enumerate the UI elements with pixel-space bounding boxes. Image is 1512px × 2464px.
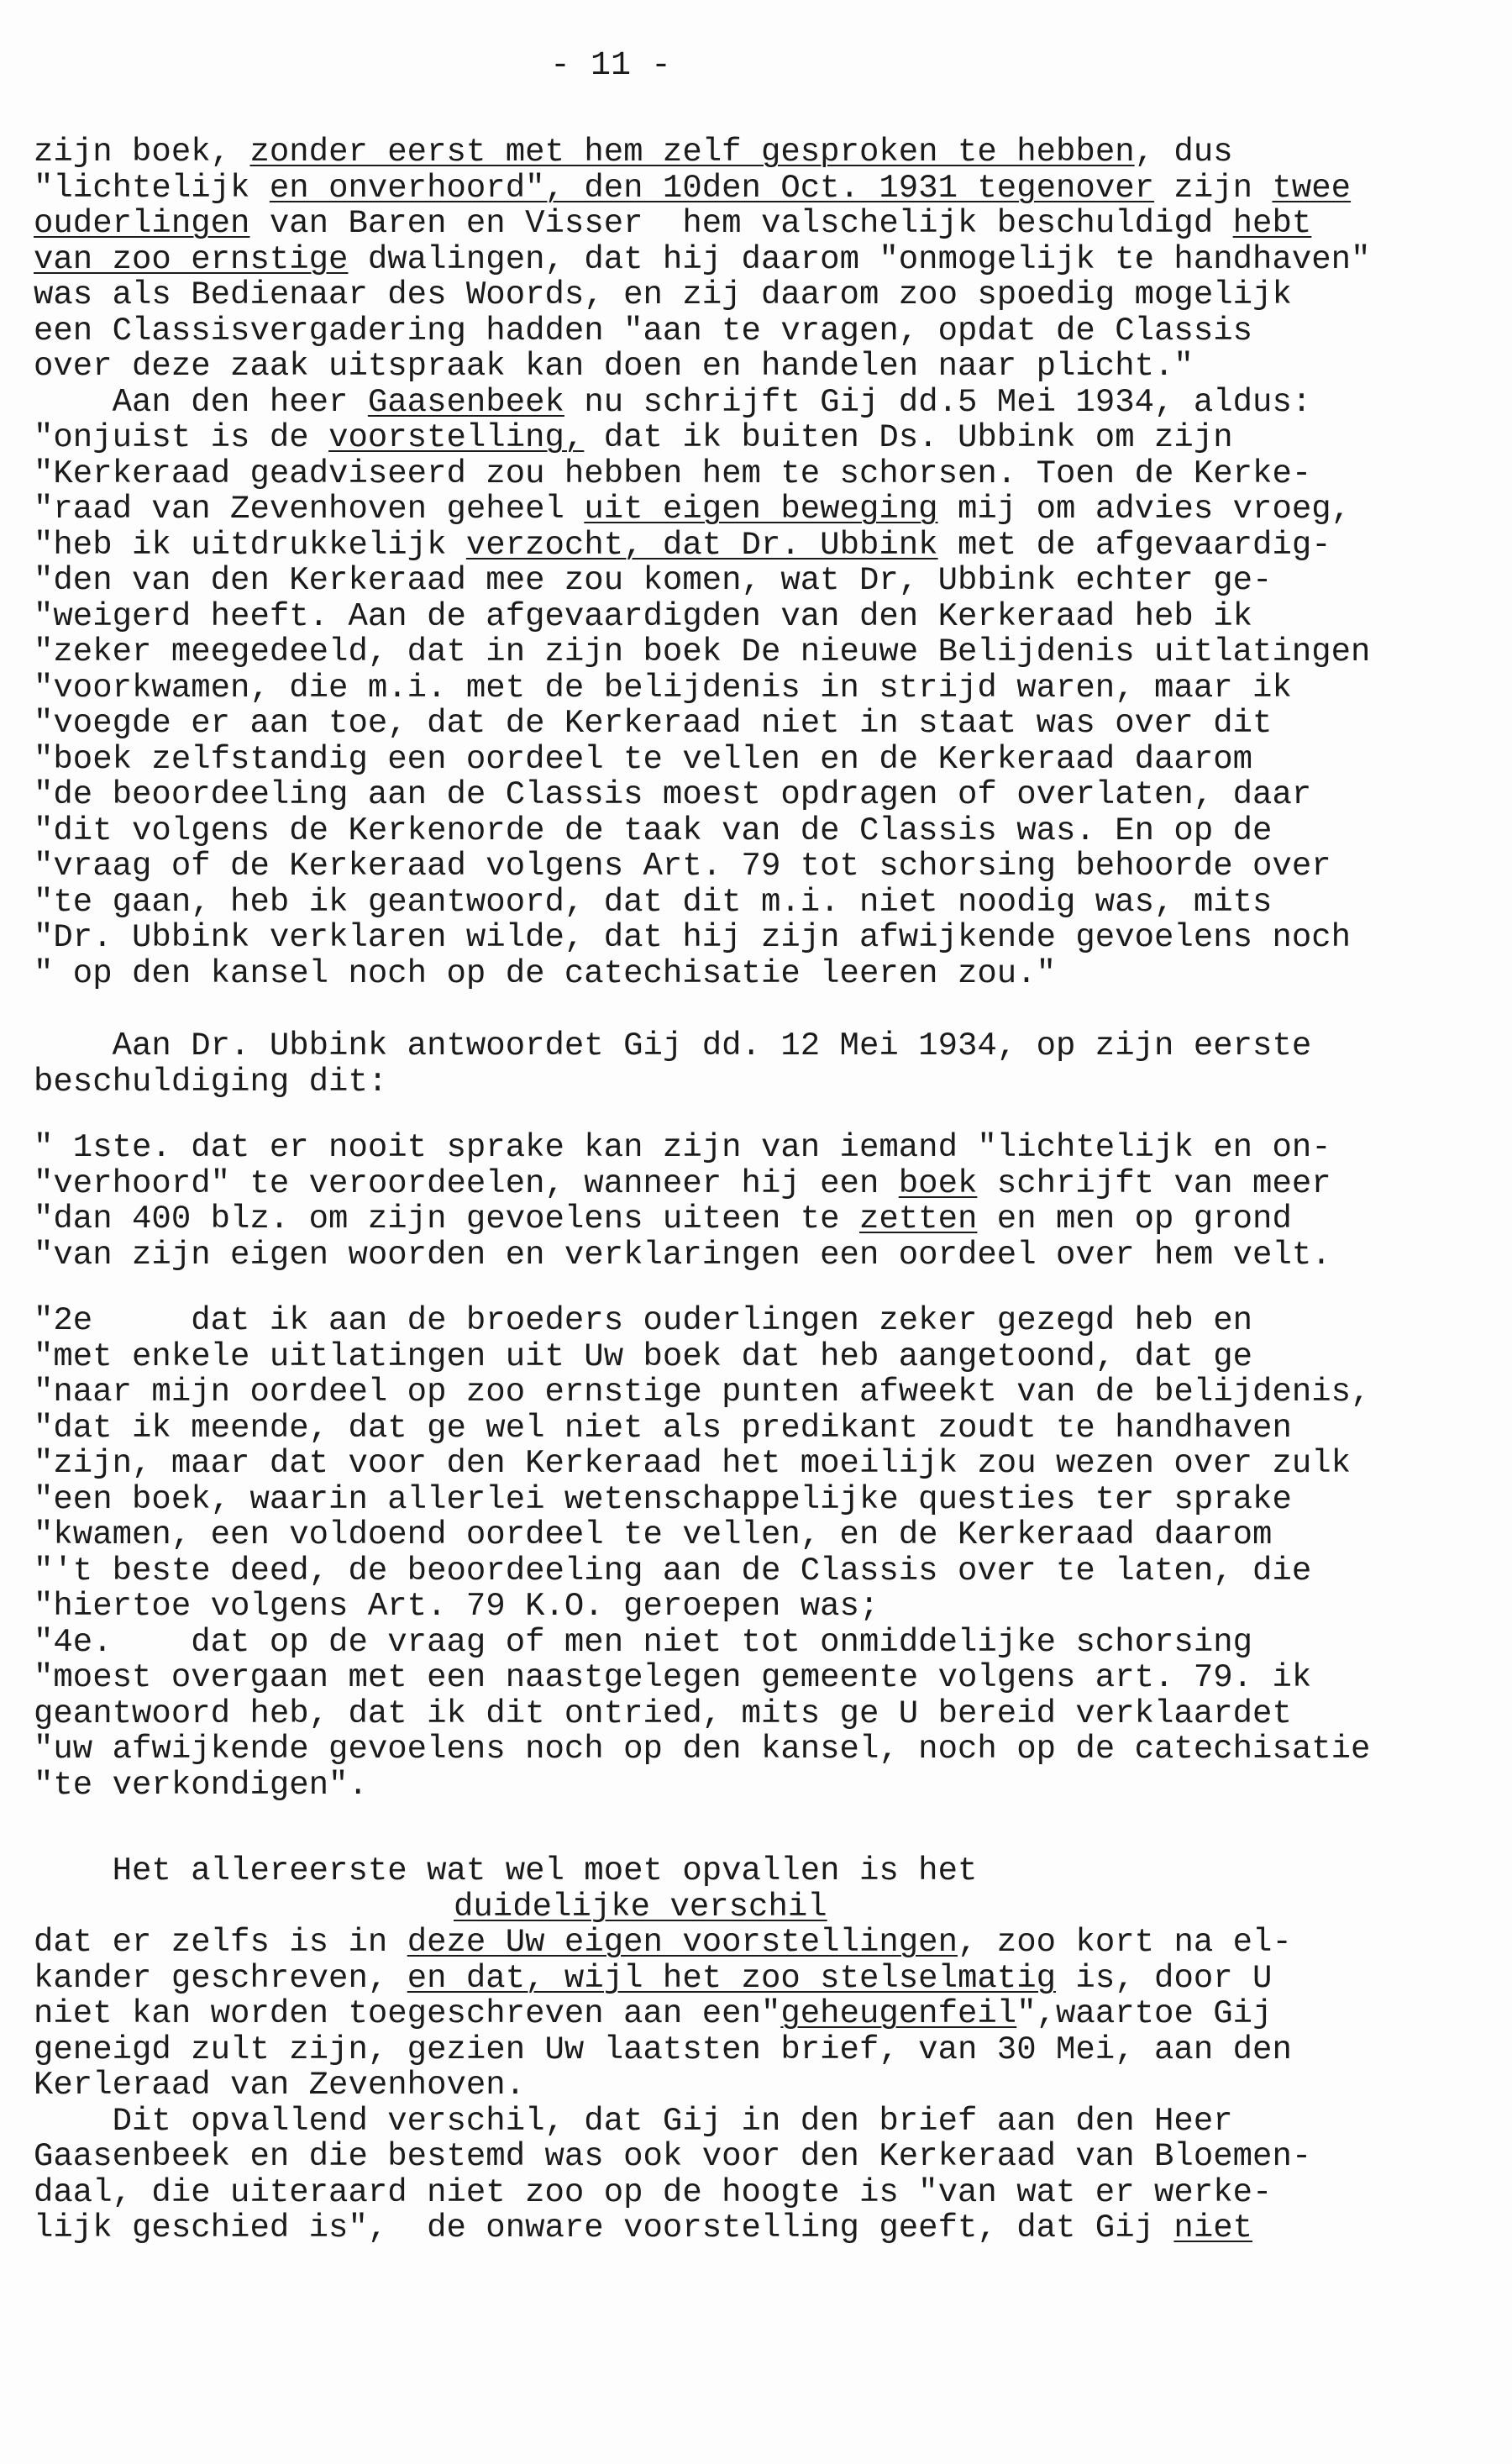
- paragraph-gap: [34, 991, 1478, 1028]
- text-run: Het allereerste wat wel moet opvallen is het: [34, 1852, 978, 1889]
- text-line: [34, 777, 1478, 813]
- text-line: [34, 277, 1478, 313]
- text-line: [34, 456, 1478, 492]
- paragraph-gap: [34, 1100, 1478, 1130]
- text-run: van Baren en Visser hem valschelijk beschuldigd: [249, 205, 1233, 242]
- text-line: [34, 134, 1478, 171]
- text-run: "de beoordeeling aan de Classis moest opdragen of overlaten, daar: [34, 776, 1312, 813]
- text-run: " op den kansel noch op de catechisatie leeren zou.": [34, 954, 1056, 992]
- text-run: dwalingen, dat hij daarom "onmogelijk te handhaven": [348, 240, 1371, 278]
- text-run: "Kerkeraad geadviseerd zou hebben hem te schorsen. Toen de Kerke-: [34, 454, 1312, 492]
- text-run: "te verkondigen".: [34, 1766, 368, 1804]
- text-line: [34, 634, 1478, 670]
- text-line: [34, 2067, 1478, 2104]
- text-line: [34, 1553, 1478, 1589]
- text-run: "van zijn eigen woorden en verklaringen een oordeel over hem velt.: [34, 1236, 1331, 1274]
- text-run: "onjuist is de: [34, 419, 329, 456]
- text-line: [34, 242, 1478, 278]
- text-run: "naar mijn oordeel op zoo ernstige punten afweekt van de belijdenis,: [34, 1374, 1371, 1411]
- text-run: Kerleraad van Zevenhoven.: [34, 2067, 526, 2104]
- text-run: "kwamen, een voldoend oordeel te vellen, en de Kerkeraad daarom: [34, 1516, 1273, 1553]
- text-run: "4e. dat op de vraag of men niet tot onmiddelijke schorsing: [34, 1623, 1253, 1661]
- text-run: "voegde er aan toe, dat de Kerkeraad niet in staat was over dit: [34, 705, 1273, 742]
- text-line: [34, 848, 1478, 885]
- text-line: [34, 2104, 1478, 2140]
- text-line: [34, 706, 1478, 742]
- underlined-text: en onverhoord", den 10den Oct. 1931 tegenover: [269, 169, 1155, 207]
- text-run: "raad van Zevenhoven geheel: [34, 491, 585, 528]
- text-run: "dat ik meende, dat ge wel niet als predikant zoudt te handhaven: [34, 1409, 1292, 1447]
- text-line: [34, 1028, 1478, 1064]
- text-line: [34, 313, 1478, 349]
- text-line: [34, 1589, 1478, 1625]
- text-run: schrijft van meer: [977, 1164, 1331, 1202]
- text-run: "een boek, waarin allerlei wetenschappelijke questies ter sprake: [34, 1480, 1292, 1518]
- text-run: "boek zelfstandig een oordeel te vellen en de Kerkeraad daarom: [34, 740, 1253, 778]
- underlined-text: boek: [898, 1164, 978, 1202]
- underlined-text: zetten: [858, 1200, 978, 1237]
- text-line: [34, 1853, 1478, 1889]
- text-run: Dit opvallend verschil, dat Gij in den brief aan den Heer: [34, 2102, 1233, 2140]
- text-run: "vraag of de Kerkeraad volgens Art. 79 tot schorsing behoorde over: [34, 848, 1331, 885]
- text-line: [34, 670, 1478, 707]
- text-line: [34, 206, 1478, 242]
- underlined-text: en dat, wijl het zoo stelselmatig: [407, 1959, 1057, 1997]
- text-line: [34, 1961, 1478, 1997]
- text-line: [34, 491, 1478, 528]
- text-run: met de afgevaardig-: [937, 526, 1331, 564]
- text-run: kander geschreven,: [34, 1959, 407, 1997]
- text-line: [34, 1660, 1478, 1696]
- text-line: [34, 1064, 1478, 1101]
- text-run: dat ik buiten Ds. Ubbink om zijn: [584, 419, 1233, 456]
- text-line: [34, 599, 1478, 635]
- text-line: [34, 563, 1478, 599]
- text-line: [34, 1374, 1478, 1411]
- text-line: [34, 349, 1478, 385]
- text-run: mij om advies vroeg,: [937, 491, 1352, 528]
- text-line: [34, 742, 1478, 778]
- text-run: en men op grond: [977, 1200, 1292, 1237]
- paragraph-gap: [34, 1803, 1478, 1853]
- text-line: [34, 1996, 1478, 2032]
- text-run: een Classisvergadering hadden "aan te vragen, opdat de Classis: [34, 312, 1253, 349]
- text-line: [34, 1237, 1478, 1274]
- text-run: " 1ste. dat er nooit sprake kan zijn van iemand "lichtelijk en on-: [34, 1129, 1331, 1166]
- text-run: nu schrijft Gij dd.5 Mei 1934, aldus:: [564, 383, 1312, 421]
- text-run: over deze zaak uitspraak kan doen en handelen naar plicht.": [34, 348, 1194, 385]
- text-run: "weigerd heeft. Aan de afgevaardigden van den Kerkeraad heb ik: [34, 597, 1253, 635]
- text-line: [34, 2175, 1478, 2211]
- text-line: [34, 385, 1478, 421]
- underlined-text: van zoo ernstige: [34, 240, 349, 278]
- text-line: [34, 956, 1478, 992]
- text-line: [34, 1482, 1478, 1518]
- text-line: [34, 1166, 1478, 1202]
- text-run: zijn boek,: [34, 134, 250, 171]
- text-line: [34, 920, 1478, 956]
- underlined-text: zonder eerst met hem zelf gesproken te hebben: [249, 134, 1135, 171]
- text-run: "te gaan, heb ik geantwoord, dat dit m.i. niet noodig was, mits: [34, 883, 1273, 921]
- text-line: [34, 2210, 1478, 2246]
- text-line: [34, 1768, 1478, 1804]
- text-run: daal, die uiteraard niet zoo op de hoogte is "van wat er werke-: [34, 2173, 1273, 2211]
- text-line: [34, 813, 1478, 849]
- text-run: "lichtelijk: [34, 169, 270, 207]
- text-run: beschuldiging dit:: [34, 1063, 388, 1101]
- underlined-text: duidelijke verschil: [454, 1888, 827, 1925]
- text-run: niet kan worden toegeschreven aan een": [34, 1995, 781, 2032]
- text-run: "dit volgens de Kerkenorde de taak van de Classis was. En op de: [34, 812, 1273, 849]
- text-line: [34, 1446, 1478, 1482]
- text-run: "uw afwijkende gevoelens noch op den kansel, noch op de catechisatie: [34, 1731, 1371, 1768]
- text-run: dat er zelfs is in: [34, 1924, 407, 1961]
- text-run: ",waartoe Gij: [1016, 1995, 1273, 2032]
- underlined-text: hebt: [1232, 205, 1312, 242]
- underlined-text: twee: [1272, 169, 1352, 207]
- text-run: "verhoord" te veroordeelen, wanneer hij een: [34, 1164, 899, 1202]
- text-run: "zijn, maar dat voor den Kerkeraad het moeilijk zou wezen over zulk: [34, 1445, 1352, 1482]
- text-run: "dan 400 blz. om zijn gevoelens uiteen te: [34, 1200, 859, 1237]
- text-run: "Dr. Ubbink verklaren wilde, dat hij zijn afwijkende gevoelens noch: [34, 919, 1352, 956]
- text-line: [34, 1889, 1478, 1925]
- text-run: "heb ik uitdrukkelijk: [34, 526, 466, 564]
- text-run: "hiertoe volgens Art. 79 K.O. geroepen was;: [34, 1588, 879, 1625]
- text-line: [34, 1696, 1478, 1732]
- text-line: [34, 1925, 1478, 1961]
- underlined-text: uit eigen beweging: [584, 491, 938, 528]
- text-run: lijk geschied is", de onware voorstelling geeft, dat Gij: [34, 2209, 1174, 2246]
- text-run: "met enkele uitlatingen uit Uw boek dat heb aangetoond, dat ge: [34, 1337, 1253, 1375]
- text-run: "'t beste deed, de beoordeeling aan de Classis over te laten, die: [34, 1552, 1312, 1589]
- text-run: Aan den heer: [34, 383, 368, 421]
- underlined-text: voorstelling,: [328, 419, 585, 456]
- text-line: [34, 1731, 1478, 1768]
- page-number: - 11 -: [550, 47, 672, 85]
- text-line: [34, 1303, 1478, 1339]
- text-line: [34, 1517, 1478, 1553]
- text-line: [34, 1625, 1478, 1661]
- underlined-text: niet: [1173, 2209, 1253, 2246]
- text-run: "zeker meegedeeld, dat in zijn boek De nieuwe Belijdenis uitlatingen: [34, 633, 1371, 670]
- text-line: [34, 1130, 1478, 1166]
- text-line: [34, 885, 1478, 921]
- text-run: zijn: [1154, 169, 1273, 207]
- text-run: "den van den Kerkeraad mee zou komen, wat Dr, Ubbink echter ge-: [34, 562, 1273, 599]
- text-line: [34, 1411, 1478, 1447]
- body-text: [34, 134, 1478, 2246]
- text-line: [34, 1201, 1478, 1237]
- text-line: [34, 1339, 1478, 1375]
- text-run: Aan Dr. Ubbink antwoordet Gij dd. 12 Mei 1934, op zijn eerste: [34, 1027, 1312, 1064]
- text-line: [34, 2032, 1478, 2068]
- text-run: "voorkwamen, die m.i. met de belijdenis in strijd waren, maar ik: [34, 669, 1292, 707]
- underlined-text: geheugenfeil: [780, 1995, 1017, 2032]
- text-run: "2e dat ik aan de broeders ouderlingen zeker gezegd heb en: [34, 1302, 1253, 1339]
- text-run: , dus: [1134, 134, 1233, 171]
- text-run: is, door U: [1056, 1959, 1273, 1997]
- underlined-text: ouderlingen: [34, 205, 250, 242]
- text-run: "moest overgaan met een naastgelegen gemeente volgens art. 79. ik: [34, 1659, 1312, 1696]
- text-line: [34, 420, 1478, 456]
- text-run: geneigd zult zijn, gezien Uw laatsten brief, van 30 Mei, aan den: [34, 2031, 1292, 2068]
- text-line: [34, 171, 1478, 207]
- text-line: [34, 528, 1478, 564]
- text-run: geantwoord heb, dat ik dit ontried, mits ge U bereid verklaardet: [34, 1694, 1292, 1732]
- underlined-text: verzocht, dat Dr. Ubbink: [465, 526, 938, 564]
- text-run: Gaasenbeek en die bestemd was ook voor den Kerkeraad van Bloemen-: [34, 2138, 1312, 2175]
- text-line: [34, 2139, 1478, 2175]
- text-run: was als Bedienaar des Woords, en zij daarom zoo spoedig mogelijk: [34, 276, 1292, 313]
- underlined-text: Gaasenbeek: [367, 383, 564, 421]
- underlined-text: deze Uw eigen voorstellingen: [407, 1924, 958, 1961]
- paragraph-gap: [34, 1273, 1478, 1303]
- text-run: , zoo kort na el-: [958, 1924, 1292, 1961]
